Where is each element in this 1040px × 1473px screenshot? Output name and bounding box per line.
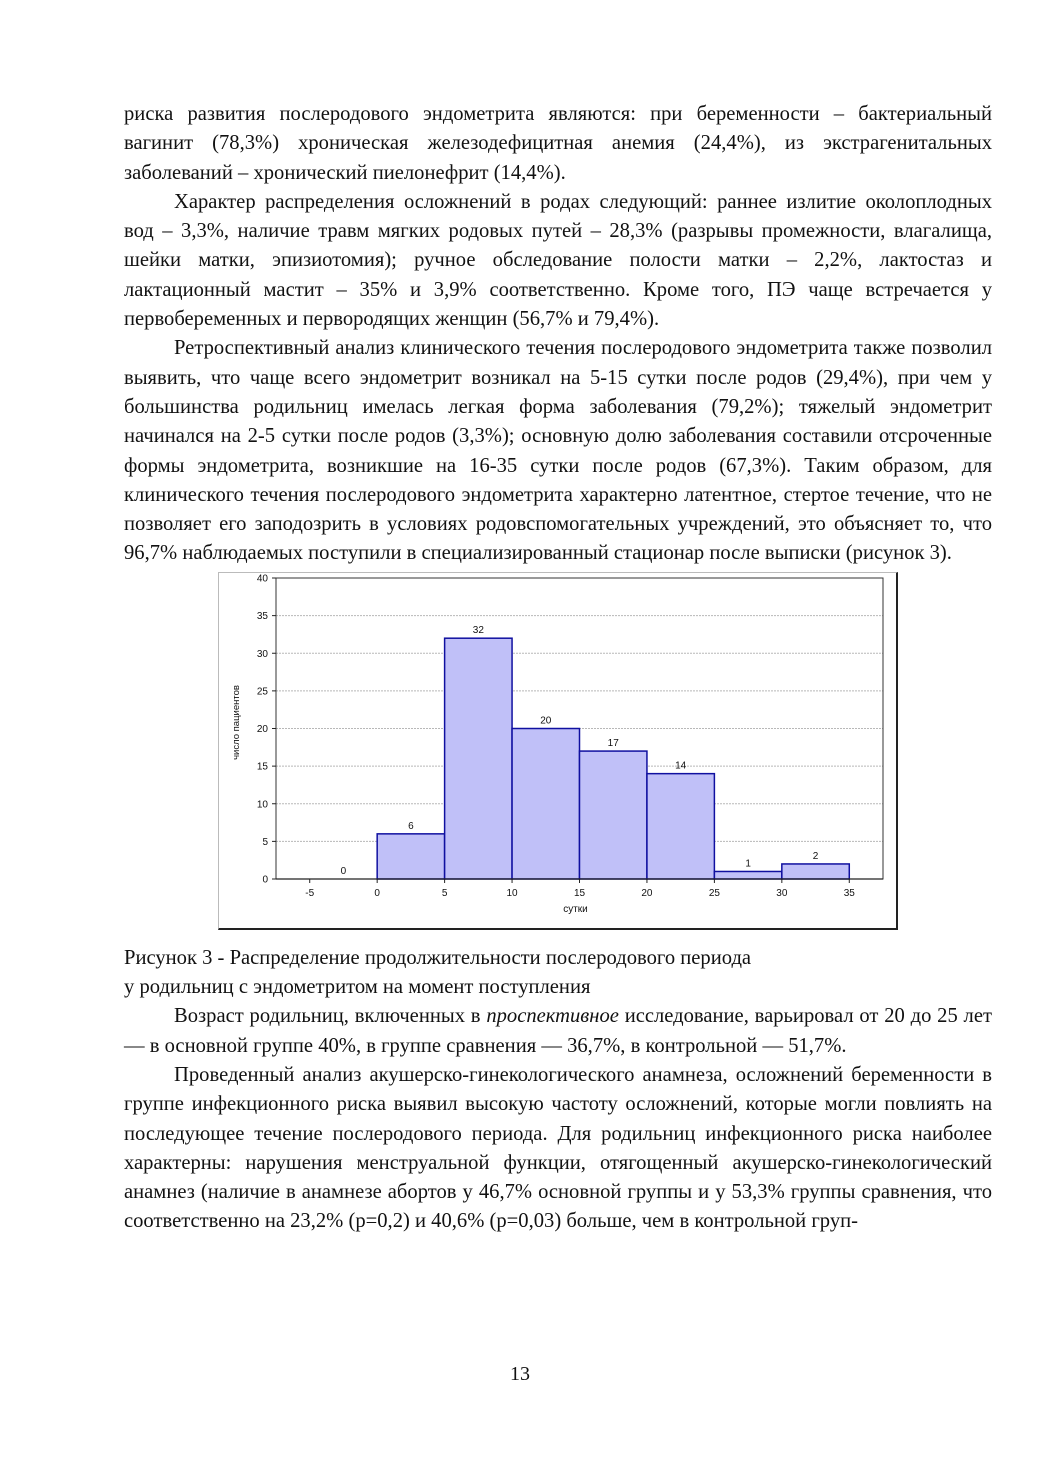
histogram-bar: [512, 728, 579, 879]
paragraph-complications: Характер распределения осложнений в родах следующий: раннее излитие околоплодных вод – 3,3%, наличие травм мягких родовых путей – 28,3% (разрывы промежности, влагалища, шейки матки, эпизиотомия); ручное обследование полости матки – 2,2%, лактостаз и лактационный мастит – 35% и 3,9% соответственно. Кроме того, ПЭ чаще встречается у первобеременных и первородящих женщин (56,7% и 79,4%).: [124, 190, 992, 331]
page-body: [124, 100, 992, 1237]
paragraph-age-start: Возраст родильниц, включенных в: [174, 1005, 487, 1028]
y-tick-label: 10: [256, 799, 268, 810]
histogram-bar: [714, 871, 781, 879]
histogram-svg: [219, 573, 897, 929]
caption-line-2: у родильниц с эндометритом на момент поступления: [124, 976, 591, 999]
paragraph-age-end: исследование, варьировал от 20 до 25 лет — в основной группе 40%, в группе сравнения — 36,7%, в контрольной — 51,7%.: [124, 1005, 992, 1057]
caption-line-1: Рисунок 3 - Распределение продолжительности послеродового периода: [124, 946, 752, 969]
histogram-chart: [218, 572, 898, 930]
x-tick-label: 20: [641, 887, 653, 899]
x-tick-label: 10: [506, 887, 518, 899]
bar-value-label: 1: [745, 858, 751, 870]
x-tick-label: 30: [776, 887, 788, 899]
y-axis-title: число пациентов: [231, 684, 242, 760]
y-tick-label: 40: [256, 573, 268, 585]
x-tick-label: 35: [843, 887, 855, 899]
y-tick-label: 25: [256, 686, 268, 698]
y-tick-label: 15: [256, 761, 268, 773]
figure-3: [124, 572, 992, 944]
paragraph-age-italic: проспективное: [486, 1005, 619, 1028]
paragraph-anamnesis: Проведенный анализ акушерско-гинекологического анамнеза, осложнений беременности в группе инфекционного риска выявил высокую частоту осложнений, которые могли повлиять на последующее течение послеродового периода. Для родильниц инфекционного риска наиболее характерны: нарушения менструальной функции, отягощенный акушерско-гинекологический анамнез (наличие в анамнезе абортов у 46,7% основной группы и у 53,3% группы сравнения, что соответственно на 23,2% (р=0,2) и 40,6% (р=0,03) больше, чем в контрольной груп-: [124, 1063, 992, 1233]
histogram-bar: [647, 773, 714, 878]
histogram-bar: [445, 638, 512, 879]
x-tick-label: -5: [305, 887, 315, 899]
x-tick-label: 15: [573, 887, 586, 899]
paragraph-retrospective: Ретроспективный анализ клинического течения послеродового эндометрита также позволил выявить, что чаще всего эндометрит возникал на 5-15 сутки после родов (29,4%), при чем у большинства родильниц имелась легкая форма заболевания (79,2%); тяжелый эндометрит начинался на 2-5 сутки после родов (3,3%); основную долю заболевания составили отсроченные формы эндометрита, возникшие на 16-35 сутки после родов (67,3%). Таким образом, для клинического течения послеродового эндометрита характерно латентное, стертое течение, что не позволяет его заподозрить в условиях родовспомогательных учреждений, это объясняет то, что 96,7% наблюдаемых поступили в специализированный стационар после выписки (рисунок 3).: [124, 337, 992, 565]
x-tick-label: 25: [708, 887, 720, 899]
histogram-bar: [580, 751, 647, 879]
bar-value-label: 0: [340, 865, 347, 877]
y-tick-label: 5: [262, 836, 268, 848]
x-tick-label: 0: [374, 887, 380, 899]
y-tick-label: 20: [256, 723, 268, 735]
bar-value-label: 17: [607, 737, 619, 749]
x-axis-title: сутки: [563, 903, 588, 915]
y-tick-label: 35: [256, 610, 268, 622]
histogram-bar: [782, 864, 849, 879]
bar-value-label: 20: [540, 715, 552, 727]
y-tick-label: 0: [262, 874, 268, 886]
bar-value-label: 32: [472, 624, 484, 636]
y-tick-label: 30: [256, 648, 268, 660]
page-number: 13: [510, 1363, 530, 1385]
x-tick-label: 5: [441, 887, 448, 899]
bar-value-label: 14: [675, 760, 687, 772]
figure-caption: [124, 944, 992, 1003]
paragraph-age: [124, 1002, 992, 1061]
histogram-bar: [377, 834, 444, 879]
bar-value-label: 6: [408, 820, 414, 832]
bar-value-label: 2: [812, 850, 819, 862]
paragraph-risk: риска развития послеродового эндометрита являются: при беременности – бактериальный вагинит (78,3%) хроническая железодефицитная анемия (24,4%), из экстрагенитальных заболеваний – хронический пиелонефрит (14,4%).: [124, 103, 992, 184]
